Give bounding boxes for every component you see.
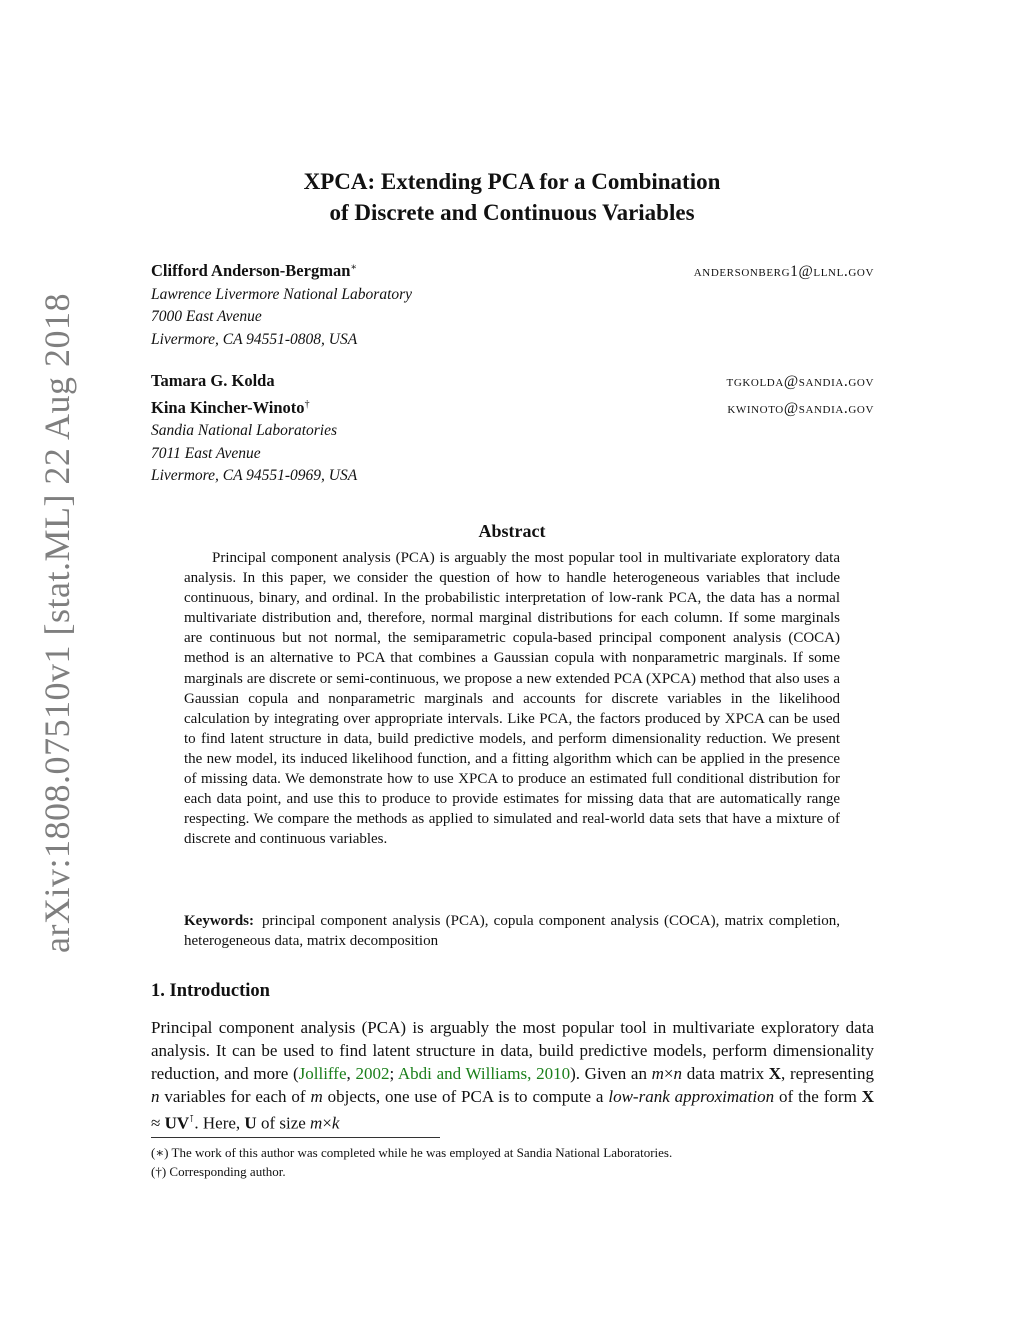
abstract-heading: Abstract bbox=[478, 521, 546, 541]
author-email[interactable]: tgkolda@sandia.gov bbox=[726, 373, 874, 390]
affiliation-line: 7011 East Avenue bbox=[151, 444, 261, 462]
title-line-2: of Discrete and Continuous Variables bbox=[329, 200, 695, 225]
author-block-1 bbox=[151, 257, 874, 351]
footnote-divider bbox=[151, 1137, 440, 1138]
section-heading-introduction: 1. Introduction bbox=[151, 981, 270, 1001]
citation-link[interactable]: Abdi and Williams bbox=[397, 1064, 528, 1083]
affiliation-line: Sandia National Laboratories bbox=[151, 422, 338, 440]
author-name: Clifford Anderson-Bergman∗ bbox=[151, 261, 358, 281]
footnote-1: (∗) The work of this author was completed while he was employed at Sandia National Laboratories. bbox=[151, 1145, 673, 1160]
author-email[interactable]: andersonberg1@llnl.gov bbox=[693, 263, 874, 281]
author-email[interactable]: kwinoto@sandia.gov bbox=[727, 399, 874, 417]
affiliation-line: Lawrence Livermore National Laboratory bbox=[151, 285, 413, 303]
arxiv-identifier-stamp: arXiv:1808.07510v1 [stat.ML] 22 Aug 2018 bbox=[37, 293, 77, 953]
keywords-list: principal component analysis (PCA), copula component analysis (COCA), matrix completion, heterogeneous data, matrix decomposition bbox=[184, 913, 840, 950]
keywords-label: Keywords: bbox=[184, 913, 254, 929]
footnote-2: (†) Corresponding author. bbox=[151, 1164, 286, 1179]
citation-link[interactable]: Jolliffe bbox=[298, 1064, 347, 1083]
citation-link[interactable]: 2010 bbox=[536, 1064, 571, 1083]
footnotes bbox=[151, 1143, 874, 1181]
introduction-paragraph: Principal component analysis (PCA) is arguably the most popular tool in multivariate exploratory data analysis. It can be used to find latent structure in data, build predictive models, perform dimensionality reduction, and more (Jolliffe, 2002; Abdi and Williams, 2010). Given an m×n data matrix X, representing n variables for each of m objects, one use of PCA is to compute a low-rank approximation of the form X ≈ UV⊺. Here, U of size m×k bbox=[151, 1018, 874, 1133]
author-block-2 bbox=[151, 370, 874, 488]
affiliation-line: Livermore, CA 94551-0808, USA bbox=[151, 330, 358, 348]
title-line-1: XPCA: Extending PCA for a Combination bbox=[303, 169, 721, 194]
affiliation-line: Livermore, CA 94551-0969, USA bbox=[151, 467, 358, 485]
abstract-text: Principal component analysis (PCA) is arguably the most popular tool in multivariate exploratory data analysis. In this paper, we consider the question of how to handle heterogeneous variables that include continuous, binary, and ordinal. In the probabilistic interpretation of low-rank PCA, the data has a normal multivariate distribution and, therefore, normal marginal distributions for each column. If some marginals are continuous but not normal, the semiparametric copula-based principal component analysis (COCA) method is an alternative to PCA that combines a Gaussian copula with nonparametric marginals. If some marginals are discrete or semi-continuous, we propose a new extended PCA (XPCA) method that also uses a Gaussian copula and nonparametric marginals and accounts for discrete variables in the likelihood calculation by integrating over appropriate intervals. Like PCA, the factors produced by XPCA can be used to find latent structure in data, build predictive models, and perform dimensionality reduction. We present the new model, its induced likelihood function, and a fitting algorithm which can be applied in the presence of missing data. We demonstrate how to use XPCA to produce an estimated full conditional distribution for each data point, and use this to produce to provide estimates for missing data that are automatically range respecting. We compare the methods as applied to simulated and real-world data sets that have a mixture of discrete and continuous variables. bbox=[184, 550, 840, 848]
author-name: Kina Kincher-Winoto† bbox=[151, 397, 310, 417]
citation-link[interactable]: 2002 bbox=[355, 1064, 390, 1083]
author-name: Tamara G. Kolda bbox=[151, 371, 275, 390]
paper-title bbox=[0, 166, 1024, 228]
affiliation-line: 7000 East Avenue bbox=[151, 308, 262, 326]
keywords bbox=[184, 911, 840, 951]
